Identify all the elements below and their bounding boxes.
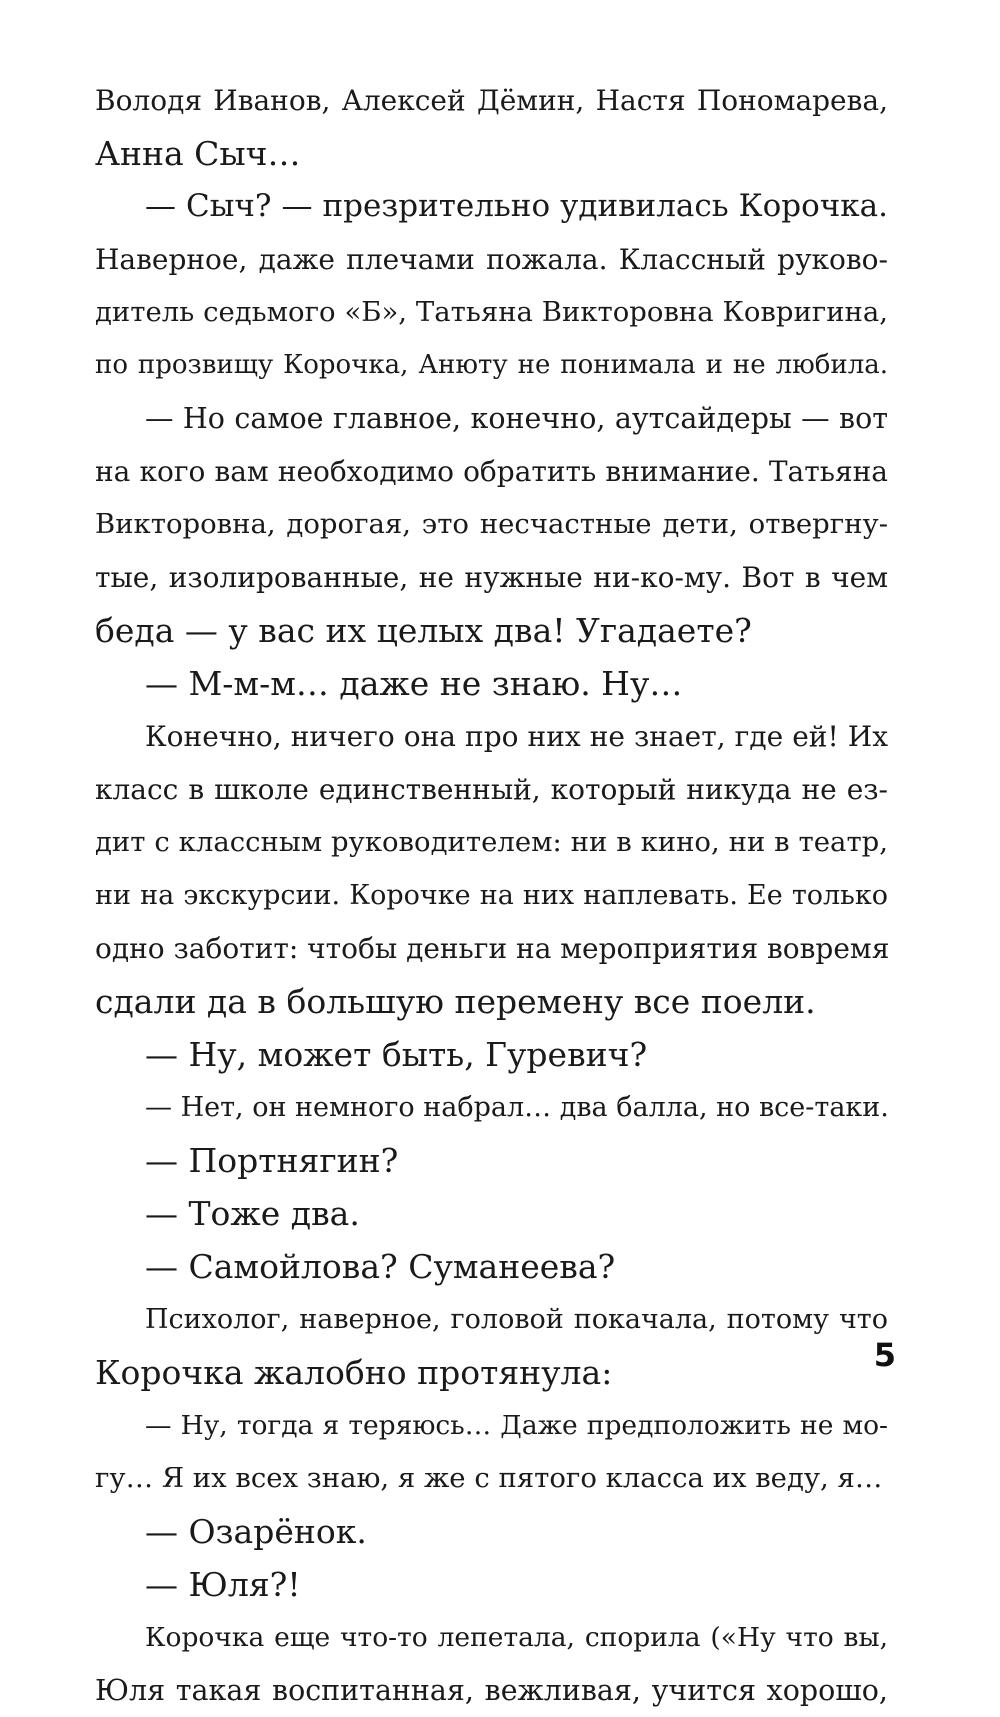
text-line: Корочка жалобно протянула:: [95, 1353, 613, 1392]
text-line: дитель седьмого «Б», Татьяна Викторовна Ковригина,: [95, 296, 888, 328]
text-line: сдали да в большую перемену все поели.: [95, 982, 816, 1021]
text-line: на кого вам необходимо обратить внимание. Татьяна: [95, 455, 888, 488]
text-line: Анна Сыч…: [95, 134, 301, 173]
text-line: — Нет, он немного набрал… два балла, но все-таки.: [145, 1092, 889, 1123]
text-line: — Ну, может быть, Гуревич?: [145, 1035, 648, 1074]
text-line: Психолог, наверное, головой покачала, потому что: [145, 1304, 888, 1335]
text-line: — Сыч? — презрительно удивилась Корочка.: [145, 188, 888, 224]
text-line: — Юля?!: [145, 1565, 301, 1604]
text-line: по прозвищу Корочка, Анюту не понимала и не любила.: [95, 350, 888, 380]
text-line: Викторовна, дорогая, это несчастные дети, отвергну-: [95, 508, 888, 540]
text-line: — Но самое главное, конечно, аутсайдеры — вот: [145, 402, 888, 435]
page-number: 5: [873, 1336, 896, 1374]
text-line: Наверное, даже плечами пожала. Классный руково-: [95, 243, 888, 276]
text-line: — М-м-м… даже не знаю. Ну…: [145, 664, 683, 703]
text-line: гу… Я их всех знаю, я же с пятого класса их веду, я…: [95, 1462, 883, 1494]
text-line: ни на экскурсии. Корочке на них наплевать. Ее только: [95, 880, 888, 911]
text-line: Юля такая воспитанная, вежливая, учится хорошо,: [95, 1674, 888, 1707]
text-line: тые, изолированные, не нужные ни-ко-му. Вот в чем: [95, 561, 888, 594]
text-line: — Тоже два.: [145, 1194, 360, 1233]
text-line: — Портнягин?: [145, 1141, 399, 1180]
text-line: — Самойлова? Суманеева?: [145, 1247, 616, 1286]
text-line: Конечно, ничего она про них не знает, где ей! Их: [145, 720, 888, 753]
text-line: одно заботит: чтобы деньги на мероприятия вовремя: [95, 932, 890, 965]
text-line: Володя Иванов, Алексей Дёмин, Настя Пономарева,: [95, 84, 888, 117]
text-line: беда — у вас их целых два! Угадаете?: [95, 611, 752, 650]
text-line: дит с классным руководителем: ни в кино, ни в театр,: [95, 826, 888, 858]
text-line: — Озарёнок.: [145, 1512, 367, 1551]
body-text: [95, 74, 888, 1717]
text-line: Корочка еще что-то лепетала, спорила («Ну что вы,: [145, 1622, 888, 1653]
text-line: класс в школе единственный, который никуда не ез-: [95, 773, 888, 806]
text-line: — Ну, тогда я теряюсь… Даже предположить не мо-: [145, 1410, 888, 1441]
